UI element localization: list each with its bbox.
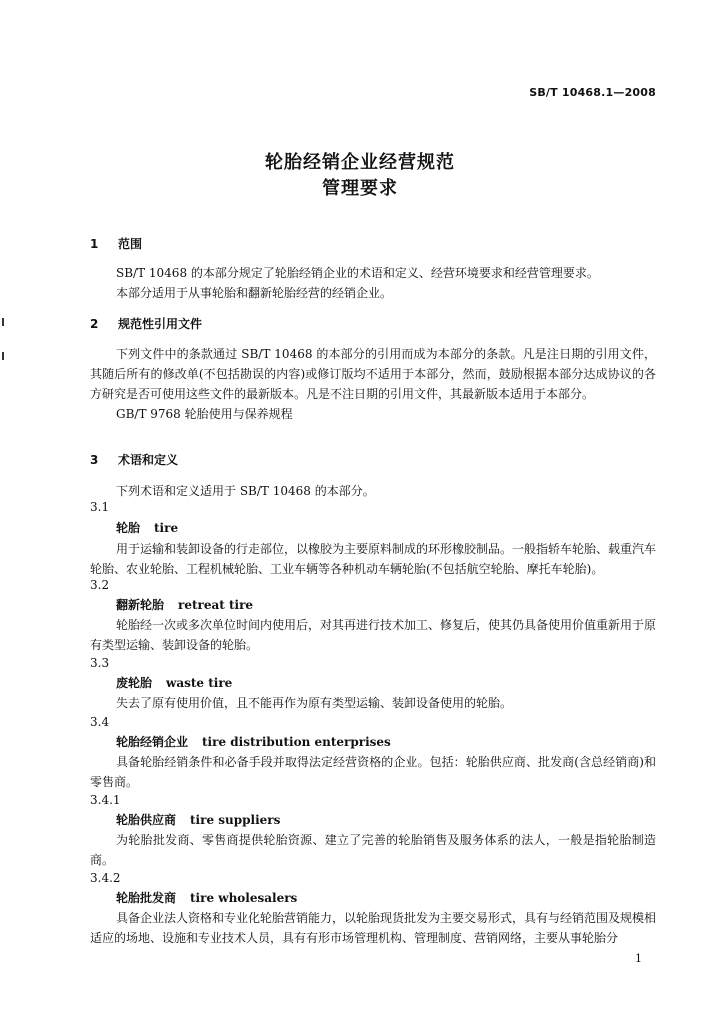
term-definition [90, 615, 656, 655]
definition-text: 用于运输和装卸设备的行走部位，以橡胶为主要原料制成的环形橡胶制品。一般指轿车轮胎、载重汽车轮胎、农业轮胎、工程机械轮胎、工业车辆等各种机动车辆轮胎(不包括航空轮胎、摩托车轮胎)。 [90, 542, 657, 576]
term-definition [90, 693, 656, 713]
term-zh: 轮胎批发商 [116, 891, 177, 905]
section-number: 3 [90, 453, 99, 467]
term-heading [116, 518, 178, 538]
section-heading-terms-definitions [90, 450, 178, 470]
term-definition [90, 539, 656, 579]
page-number: 1 [635, 952, 642, 965]
edge-mark [2, 318, 4, 326]
term-definition [90, 908, 656, 948]
term-en: tire [154, 521, 179, 535]
term-en: tire wholesalers [190, 891, 298, 905]
section-title: 规范性引用文件 [118, 317, 203, 331]
section-body [90, 344, 656, 424]
paragraph: 下列术语和定义适用于 SB/T 10468 的本部分。 [116, 484, 375, 498]
edge-mark [2, 352, 4, 360]
clause-number: 3.4.2 [90, 871, 121, 885]
term-en: tire distribution enterprises [202, 735, 391, 749]
term-zh: 翻新轮胎 [116, 598, 165, 612]
term-zh: 轮胎经销企业 [116, 735, 189, 749]
clause-number: 3.4.1 [90, 793, 121, 807]
term-en: retreat tire [178, 598, 254, 612]
section-body [90, 481, 656, 501]
section-heading-normative-references [90, 314, 202, 334]
section-heading-scope [90, 234, 142, 254]
standard-code: SB/T 10468.1—2008 [529, 86, 656, 99]
clause-number: 3.2 [90, 578, 110, 592]
term-definition [90, 752, 656, 792]
paragraph: 本部分适用于从事轮胎和翻新轮胎经营的经销企业。 [116, 286, 393, 300]
definition-text: 具备轮胎经销条件和必备手段并取得法定经营资格的企业。包括：轮胎供应商、批发商(含总经销商)和零售商。 [90, 755, 656, 789]
term-definition [90, 830, 656, 870]
term-heading [116, 595, 253, 615]
term-heading [116, 810, 280, 830]
document-title: 轮胎经销企业经营规范 [265, 152, 455, 173]
term-en: tire suppliers [190, 813, 281, 827]
section-number: 1 [90, 237, 99, 251]
term-heading [116, 673, 232, 693]
paragraph: 下列文件中的条款通过 SB/T 10468 的本部分的引用而成为本部分的条款。凡是注日期的引用文件，其随后所有的修改单(不包括勘误的内容)或修订版均不适用于本部分，然而，鼓励根据本部分达成协议的各方研究是否可使用这些文件的最新版本。凡是不注日期的引用文件，其最新版本适用于本部分。 [90, 347, 656, 401]
term-zh: 废轮胎 [116, 676, 153, 690]
section-number: 2 [90, 317, 99, 331]
definition-text: 轮胎经一次或多次单位时间内使用后，对其再进行技术加工、修复后，使其仍具备使用价值重新用于原有类型运输、装卸设备的轮胎。 [90, 618, 657, 652]
document-subtitle: 管理要求 [322, 178, 398, 199]
section-title: 术语和定义 [118, 453, 179, 467]
term-en: waste tire [166, 676, 233, 690]
term-heading [116, 888, 297, 908]
section-title: 范围 [118, 237, 143, 251]
definition-text: 为轮胎批发商、零售商提供轮胎资源、建立了完善的轮胎销售及服务体系的法人，一般是指轮胎制造商。 [90, 833, 656, 867]
clause-number: 3.4 [90, 715, 110, 729]
term-heading [116, 732, 391, 752]
paragraph: SB/T 10468 的本部分规定了轮胎经销企业的术语和定义、经营环境要求和经营管理要求。 [116, 266, 599, 280]
section-body [90, 263, 656, 303]
term-zh: 轮胎供应商 [116, 813, 177, 827]
definition-text: 具备企业法人资格和专业化轮胎营销能力，以轮胎现货批发为主要交易形式，具有与经销范围及规模相适应的场地、设施和专业技术人员，具有有形市场管理机构、管理制度、营销网络，主要从事轮胎分 [90, 911, 657, 945]
reference-entry: GB/T 9768 轮胎使用与保养规程 [116, 407, 293, 421]
clause-number: 3.3 [90, 656, 110, 670]
term-zh: 轮胎 [116, 521, 141, 535]
clause-number: 3.1 [90, 500, 110, 514]
definition-text: 失去了原有使用价值，且不能再作为原有类型运输、装卸设备使用的轮胎。 [116, 696, 513, 710]
